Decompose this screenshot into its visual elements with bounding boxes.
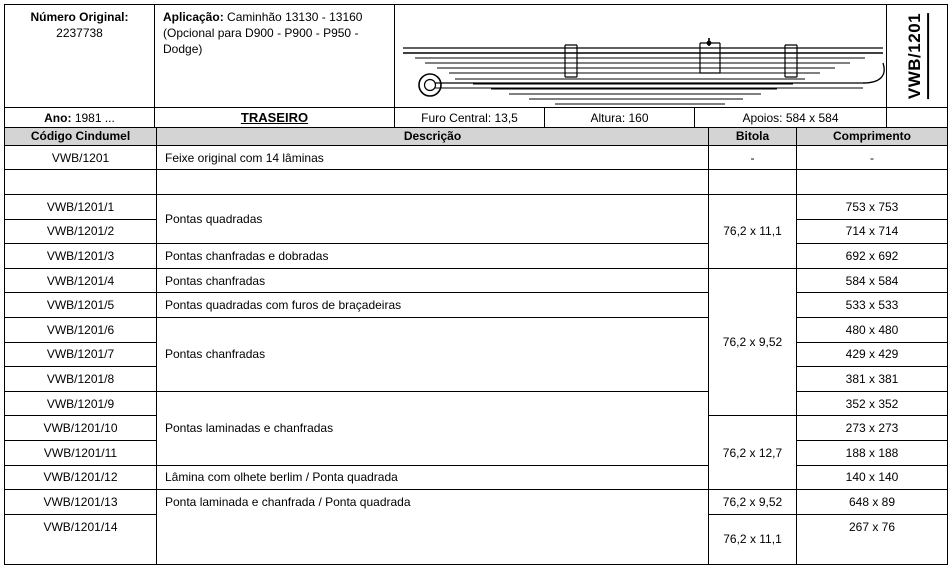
table-row: VWB/1201/8 [5, 367, 156, 392]
description-cell-merged: Pontas laminadas e chanfradas [157, 392, 708, 466]
header-block [5, 5, 947, 108]
table-row: VWB/1201/4 [5, 269, 156, 294]
table-body [5, 146, 947, 564]
length-column [797, 146, 947, 564]
application-label: Aplicação: [163, 10, 224, 24]
description-cell: Pontas quadradas com furos de braçadeiras [157, 293, 708, 318]
position-value: TRASEIRO [240, 110, 309, 125]
bitola-column [709, 146, 797, 564]
table-row: VWB/1201/14 [43, 520, 118, 535]
original-number-cell [5, 5, 155, 108]
bitola-cell-merged: 76,2 x 9,52 [709, 269, 796, 417]
description-cell: Pontas chanfradas [157, 269, 708, 294]
description-cell: Lâmina com olhete berlim / Ponta quadrada [157, 466, 708, 491]
table-row: VWB/1201/13 [5, 490, 156, 515]
length-cell: 692 x 692 [797, 244, 947, 269]
original-number-value: 2237738 [56, 26, 103, 40]
leaf-spring-drawing [395, 5, 887, 108]
application-value: Caminhão 13130 - 13160 (Opcional para D900 - P900 - P950 - Dodge) [163, 10, 363, 56]
table-header-row [5, 128, 947, 146]
leaf-spring-svg [395, 5, 887, 108]
column-header-description: Descrição [157, 128, 709, 146]
bitola-cell-merged: 76,2 x 11,1 [709, 195, 796, 269]
original-number-label: Número Original: [30, 10, 129, 24]
column-header-bitola: Bitola [709, 128, 797, 146]
bitola-cell-merged: 76,2 x 12,7 [709, 416, 796, 490]
length-cell: 533 x 533 [797, 293, 947, 318]
table-row: VWB/1201/5 [5, 293, 156, 318]
description-cell: Pontas chanfradas e dobradas [157, 244, 708, 269]
length-cell: 273 x 273 [797, 416, 947, 441]
furo-central-cell: Furo Central: 13,5 [395, 108, 545, 128]
bitola-cell-merged: 76,2 x 11,1 [723, 532, 782, 547]
length-cell: 714 x 714 [797, 220, 947, 245]
info-row [5, 108, 947, 128]
table-row: VWB/1201/11 [5, 441, 156, 466]
table-row: VWB/1201/6 [5, 318, 156, 343]
column-header-code: Código Cindumel [5, 128, 157, 146]
position-cell [155, 108, 395, 128]
application-cell [155, 5, 395, 108]
bitola-cell: - [709, 146, 796, 171]
description-column [157, 146, 709, 564]
bitola-cell [709, 170, 796, 195]
length-cell: 584 x 584 [797, 269, 947, 294]
ano-value: 1981 ... [74, 110, 115, 125]
table-row: VWB/1201/3 [5, 244, 156, 269]
length-cell: 140 x 140 [797, 466, 947, 491]
table-row: VWB/1201/12 [5, 466, 156, 491]
table-row: VWB/1201/7 [5, 343, 156, 368]
length-cell [797, 170, 947, 195]
description-cell: Feixe original com 14 lâminas [157, 146, 708, 171]
ano-cell [5, 108, 155, 128]
length-cell: 381 x 381 [797, 367, 947, 392]
code-column [5, 146, 157, 564]
code-vertical-label: VWB/1201 [905, 13, 929, 99]
description-cell-merged: Pontas chanfradas [157, 318, 708, 392]
column-header-length: Comprimento [797, 128, 947, 146]
length-cell: 188 x 188 [797, 441, 947, 466]
table-row: VWB/1201/9 [5, 392, 156, 417]
info-spacer-cell [887, 108, 947, 128]
length-cell: 352 x 352 [797, 392, 947, 417]
table-row: VWB/1201/2 [5, 220, 156, 245]
description-cell: Ponta laminada e chanfrada / Ponta quadrada [165, 495, 411, 510]
altura-cell: Altura: 160 [545, 108, 695, 128]
ano-label: Ano: [44, 110, 72, 125]
description-cell [157, 170, 708, 195]
length-cell: - [797, 146, 947, 171]
length-cell: 429 x 429 [797, 343, 947, 368]
description-cell-merged: Pontas quadradas [157, 195, 708, 244]
length-cell: 267 x 76 [848, 520, 896, 535]
table-row: VWB/1201 [5, 146, 156, 171]
table-row: VWB/1201/1 [5, 195, 156, 220]
sheet-frame [4, 4, 948, 565]
code-panel [887, 5, 947, 108]
table-row: VWB/1201/10 [5, 416, 156, 441]
bitola-cell-merged: 76,2 x 9,52 [709, 490, 796, 515]
table-row [5, 170, 156, 195]
length-cell: 648 x 89 [797, 490, 947, 515]
length-cell: 480 x 480 [797, 318, 947, 343]
length-cell: 753 x 753 [797, 195, 947, 220]
apoios-cell: Apoios: 584 x 584 [695, 108, 887, 128]
